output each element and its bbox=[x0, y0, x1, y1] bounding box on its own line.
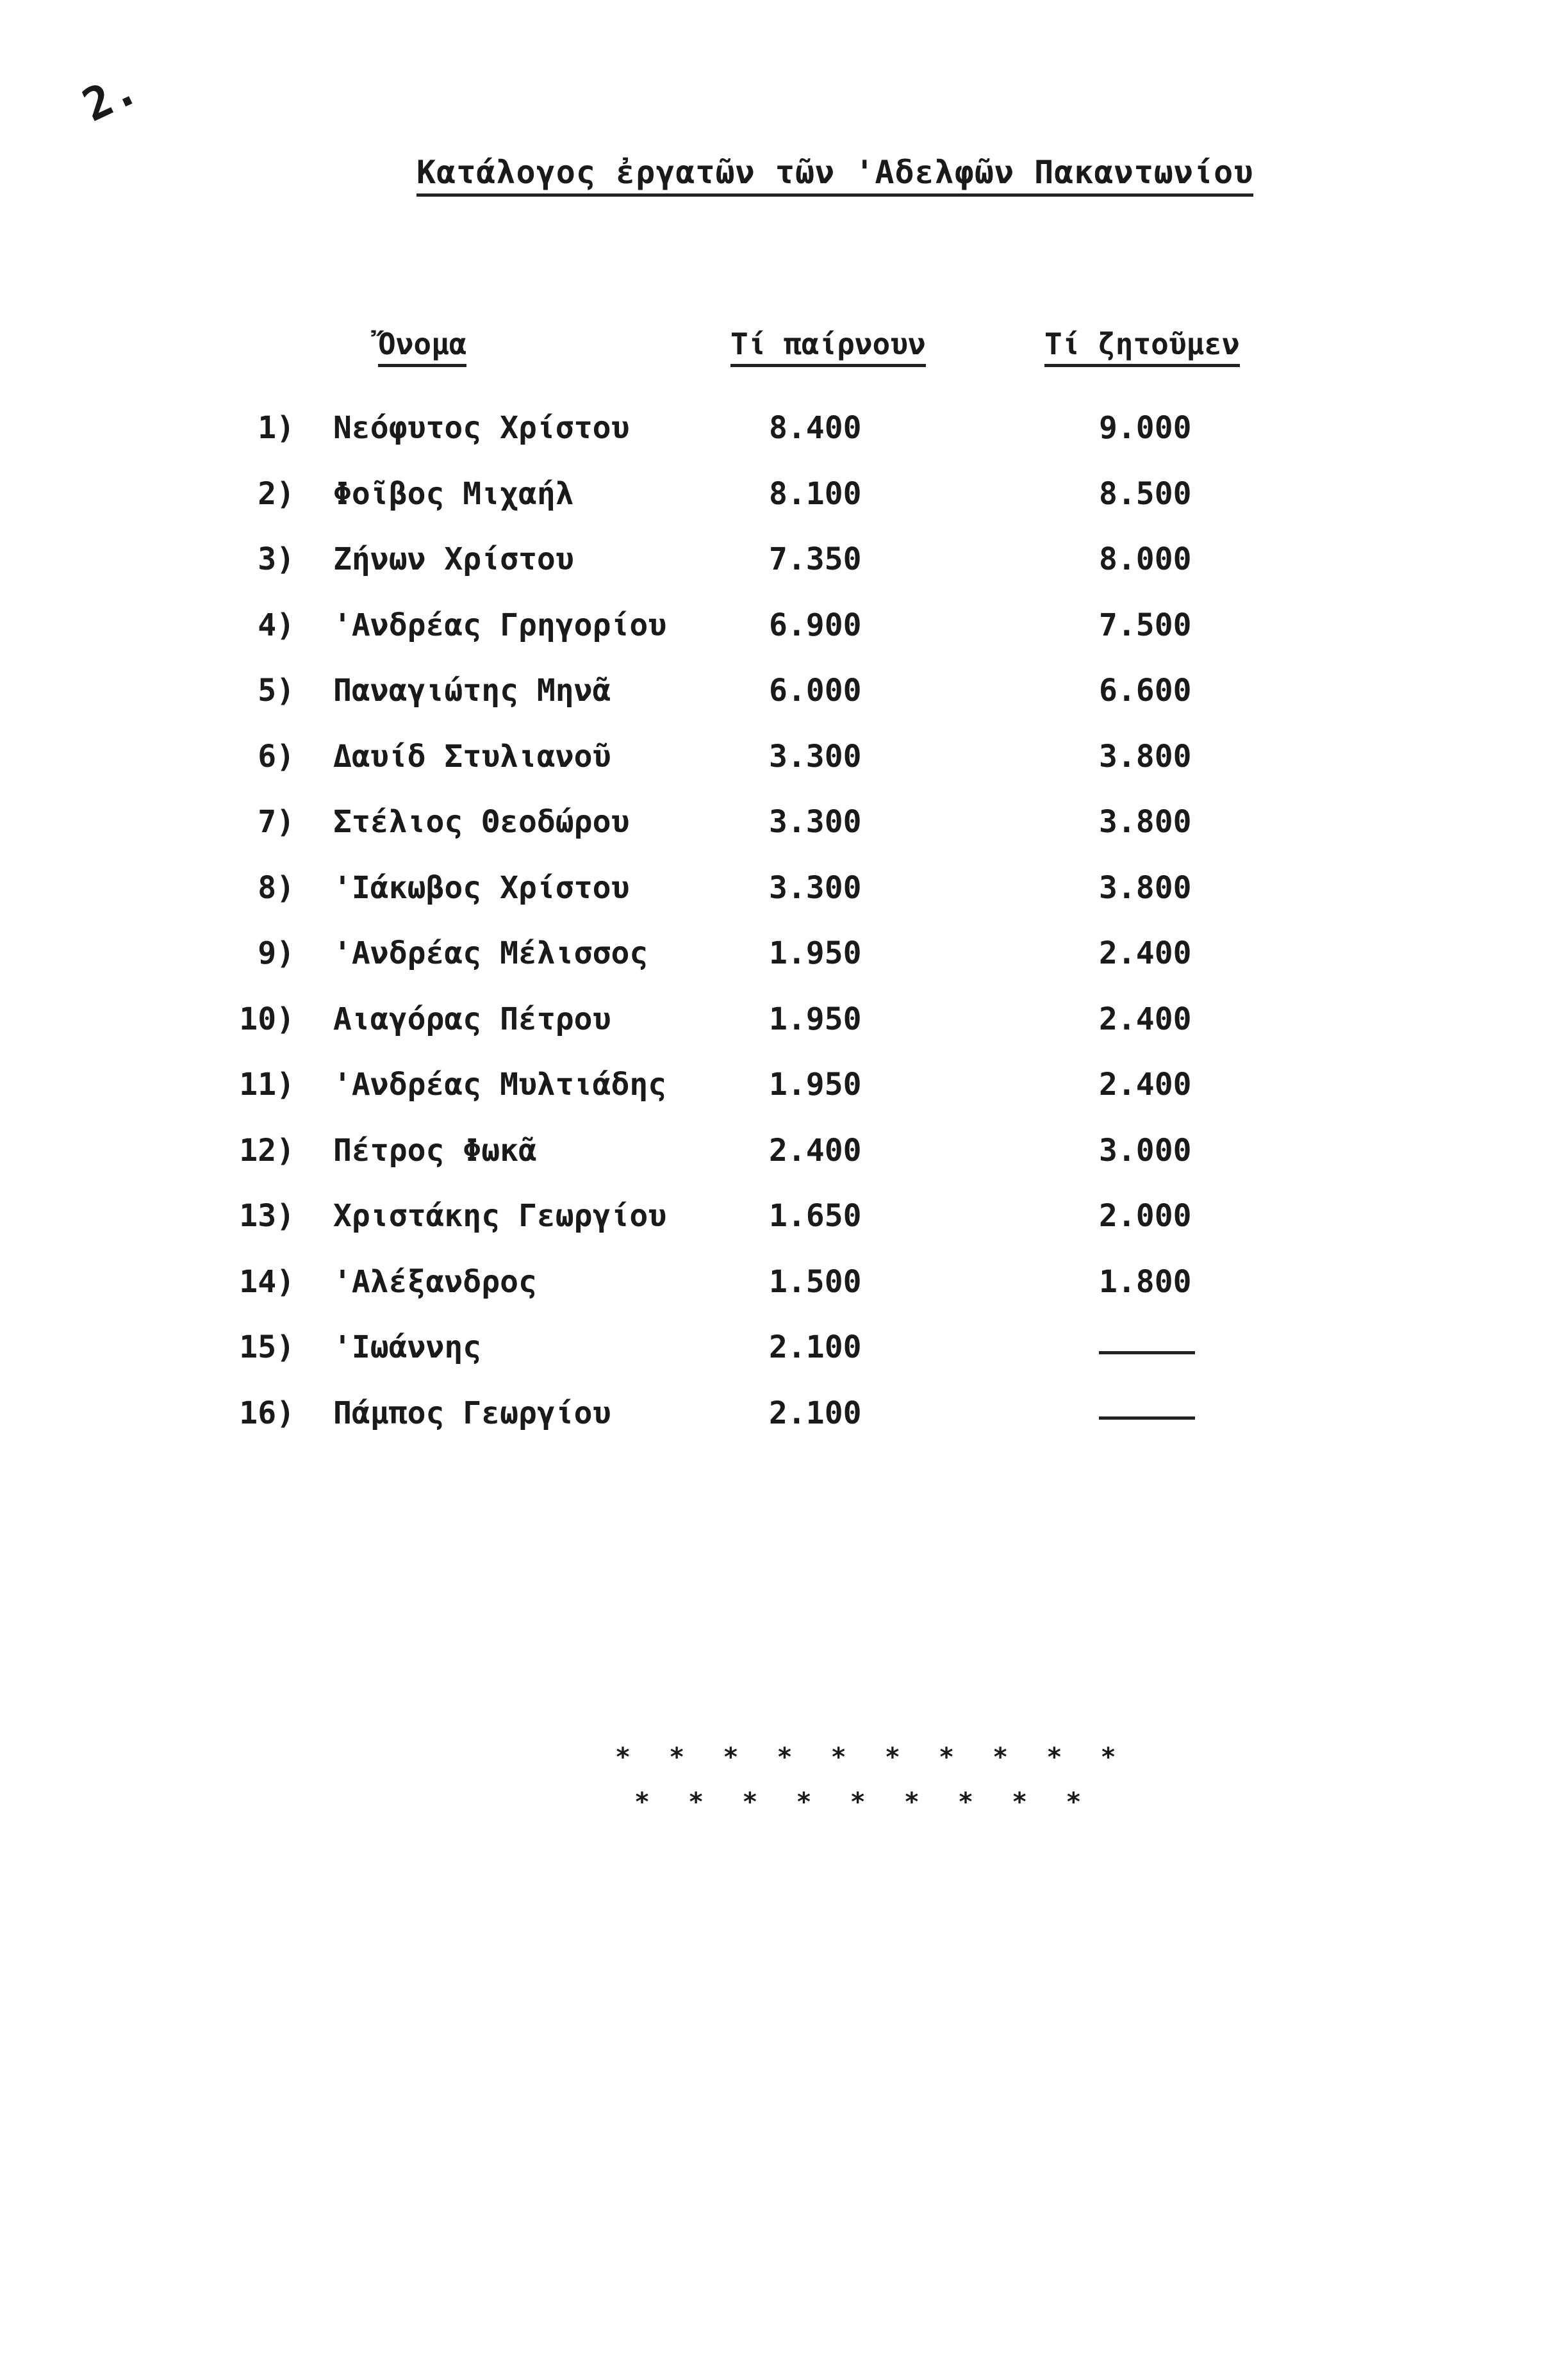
current-wage: 3.300 bbox=[769, 804, 862, 840]
document-title: Κατάλογος ἐργατῶν τῶν 'Αδελφῶν Πακαντωνίου bbox=[416, 154, 1253, 197]
current-wage: 2.100 bbox=[769, 1329, 862, 1365]
table-row bbox=[0, 804, 1550, 869]
current-wage: 3.300 bbox=[769, 738, 862, 775]
row-number: 13) bbox=[239, 1198, 295, 1234]
table-row bbox=[0, 935, 1550, 1001]
worker-name: 'Ανδρέας Μέλισσος bbox=[333, 935, 648, 971]
worker-name: Παναγιώτης Μηνᾶ bbox=[333, 673, 611, 709]
requested-wage: 3.000 bbox=[1099, 1132, 1192, 1169]
current-wage: 1.950 bbox=[769, 935, 862, 971]
table-row bbox=[0, 541, 1550, 607]
table-row bbox=[0, 1198, 1550, 1263]
requested-wage: 2.400 bbox=[1099, 935, 1192, 971]
current-wage: 1.500 bbox=[769, 1263, 862, 1300]
current-wage: 6.900 bbox=[769, 607, 862, 643]
row-number: 2) bbox=[258, 475, 295, 512]
requested-wage: 8.500 bbox=[1099, 475, 1192, 512]
requested-wage-blank-dash bbox=[1099, 1329, 1195, 1365]
row-number: 8) bbox=[258, 869, 295, 906]
requested-wage: 9.000 bbox=[1099, 410, 1192, 446]
worker-name: Φοῖβος Μιχαήλ bbox=[333, 475, 574, 512]
table-row bbox=[0, 1001, 1550, 1067]
worker-name: 'Ιάκωβος Χρίστου bbox=[333, 869, 630, 906]
row-number: 11) bbox=[239, 1067, 295, 1103]
requested-wage: 2.000 bbox=[1099, 1198, 1192, 1234]
table-row bbox=[0, 1395, 1550, 1461]
worker-name: Πάμπος Γεωργίου bbox=[333, 1395, 611, 1431]
current-wage: 6.000 bbox=[769, 673, 862, 709]
current-wage: 8.100 bbox=[769, 475, 862, 512]
table-row bbox=[0, 607, 1550, 673]
worker-name: 'Αλέξανδρος bbox=[333, 1263, 537, 1300]
row-number: 16) bbox=[239, 1395, 295, 1431]
row-number: 5) bbox=[258, 673, 295, 709]
current-wage: 2.100 bbox=[769, 1395, 862, 1431]
requested-wage: 3.800 bbox=[1099, 804, 1192, 840]
row-number: 6) bbox=[258, 738, 295, 775]
page-mark: 2. bbox=[74, 62, 146, 132]
worker-name: Νεόφυτος Χρίστου bbox=[333, 410, 630, 446]
table-row bbox=[0, 673, 1550, 738]
requested-wage: 3.800 bbox=[1099, 738, 1192, 775]
requested-wage: 6.600 bbox=[1099, 673, 1192, 709]
table-row bbox=[0, 1329, 1550, 1395]
closing-stars-line-2: * * * * * * * * * bbox=[634, 1787, 1093, 1817]
table-row bbox=[0, 1264, 1550, 1329]
table-row bbox=[0, 739, 1550, 804]
header-ask: Τί ζητοῦμεν bbox=[1044, 327, 1240, 367]
worker-name: Στέλιος Θεοδώρου bbox=[333, 804, 630, 840]
table-row bbox=[0, 476, 1550, 541]
row-number: 3) bbox=[258, 541, 295, 577]
row-number: 7) bbox=[258, 804, 295, 840]
row-number: 10) bbox=[239, 1001, 295, 1037]
row-number: 15) bbox=[239, 1329, 295, 1365]
worker-name: Αιαγόρας Πέτρου bbox=[333, 1001, 611, 1037]
current-wage: 1.950 bbox=[769, 1001, 862, 1037]
current-wage: 1.950 bbox=[769, 1067, 862, 1103]
worker-name: 'Ανδρέας Γρηγορίου bbox=[333, 607, 667, 643]
closing-stars-line-1: * * * * * * * * * * bbox=[615, 1743, 1128, 1772]
dash-line bbox=[1099, 1416, 1195, 1420]
worker-name: Χριστάκης Γεωργίου bbox=[333, 1198, 667, 1234]
requested-wage-blank-dash bbox=[1099, 1395, 1195, 1431]
worker-name: Πέτρος Φωκᾶ bbox=[333, 1132, 537, 1169]
current-wage: 1.650 bbox=[769, 1198, 862, 1234]
row-number: 1) bbox=[258, 410, 295, 446]
worker-name: 'Ανδρέας Μυλτιάδης bbox=[333, 1067, 667, 1103]
table-row bbox=[0, 1067, 1550, 1132]
worker-name: Δαυίδ Στυλιανοῦ bbox=[333, 738, 611, 775]
table-row bbox=[0, 1133, 1550, 1198]
table-row bbox=[0, 410, 1550, 475]
requested-wage: 2.400 bbox=[1099, 1001, 1192, 1037]
requested-wage: 2.400 bbox=[1099, 1067, 1192, 1103]
requested-wage: 8.000 bbox=[1099, 541, 1192, 577]
requested-wage: 1.800 bbox=[1099, 1263, 1192, 1300]
worker-name: 'Ιωάννης bbox=[333, 1329, 482, 1365]
header-earn: Τί παίρνουν bbox=[730, 327, 926, 367]
header-name: Ὄνομα bbox=[378, 327, 466, 367]
row-number: 4) bbox=[258, 607, 295, 643]
current-wage: 3.300 bbox=[769, 869, 862, 906]
table-row bbox=[0, 870, 1550, 935]
requested-wage: 7.500 bbox=[1099, 607, 1192, 643]
dash-line bbox=[1099, 1351, 1195, 1354]
worker-name: Ζήνων Χρίστου bbox=[333, 541, 574, 577]
row-number: 12) bbox=[239, 1132, 295, 1169]
current-wage: 7.350 bbox=[769, 541, 862, 577]
requested-wage: 3.800 bbox=[1099, 869, 1192, 906]
current-wage: 8.400 bbox=[769, 410, 862, 446]
row-number: 14) bbox=[239, 1263, 295, 1300]
current-wage: 2.400 bbox=[769, 1132, 862, 1169]
row-number: 9) bbox=[258, 935, 295, 971]
